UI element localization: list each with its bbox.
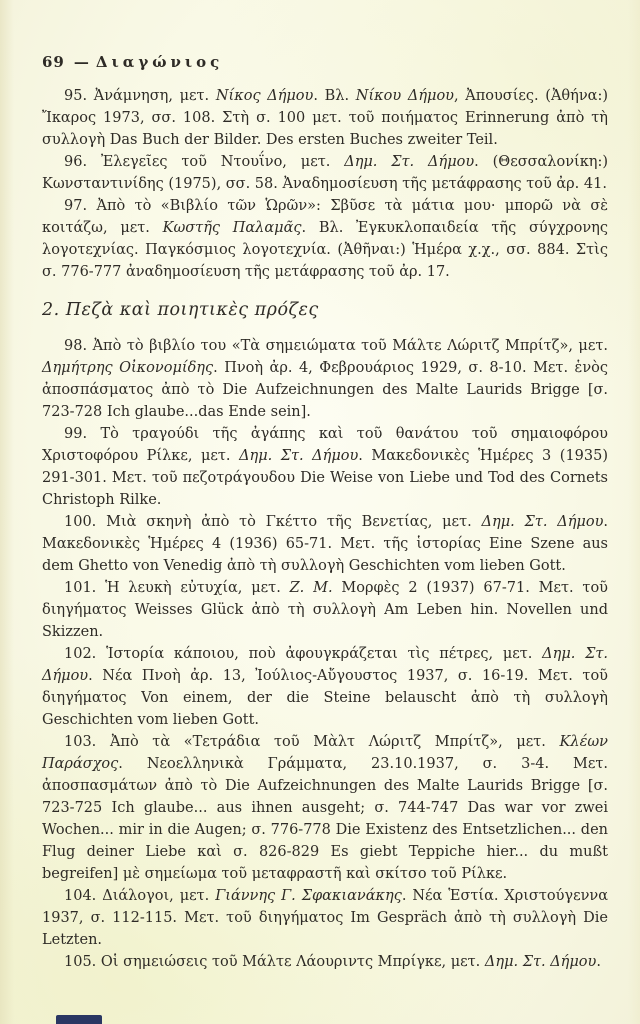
translator-name: Δημ. Στ. Δήμου	[344, 154, 475, 170]
bibliography-entry	[42, 85, 608, 151]
entry-text: Μορφὲς 2 (1937) 67-71. Μετ. τοῦ διηγήματος Weisses Glück ἀπὸ τὴ συλλογὴ Am Leben hin. Novellen und Skizzen.	[42, 580, 608, 640]
entry-text: Ἀπὸ τὸ «Βιβλίο τῶν Ὡρῶν»: Σβῦσε τὰ μάτια μου· μπορῶ νὰ σὲ κοιτάζω, μετ.	[42, 198, 608, 236]
section-heading: 2. Πεζὰ καὶ ποιητικὲς πρόζες	[42, 300, 319, 320]
translator-name: Ζ. Μ.	[289, 580, 333, 596]
entry-text: . (Θεσσαλονίκη:) Κωνσταντινίδης (1975), σσ. 58. Ἀναδημοσίευση τῆς μετάφρασης τοῦ ἀρ. 41.	[42, 154, 609, 192]
bibliography	[42, 85, 608, 973]
journal-title: Διαγώνιος	[95, 53, 224, 71]
entry-number: 103.	[64, 734, 110, 750]
entry-text: Ἡ λευκὴ εὐτυχία, μετ.	[105, 580, 290, 596]
entry-text: . Νεοελληνικὰ Γράμματα, 23.10.1937, σ. 3-4. Μετ. ἀποσπασμάτων ἀπὸ τὸ Die Aufzeichnungen des Malte Laurids Brigge [σ. 723-725 Ich glaube... aus ihnen ausgeht; σ. 744-747 Das war vor zwei Wochen... mir in die Augen; σ. 776-778 Die Existenz des Entsetzlichen... den Flug deiner Liebe καὶ σ. 826-829 Es giebt Teppiche hier... du mußt begreifen] μὲ σημείωμα τοῦ μεταφραστῆ καὶ σκίτσο τοῦ Ρίλκε.	[42, 756, 608, 882]
translator-name: Δημήτρης Οἰκονομίδης	[42, 360, 214, 376]
translator-name: Δημ. Στ. Δήμου	[484, 954, 597, 970]
entry-number: 98.	[64, 338, 93, 354]
entry-number: 96.	[64, 154, 101, 170]
entry-text: Ἀπὸ τὰ «Τετράδια τοῦ Μὰλτ Λώριτζ Μπρίτζ», μετ.	[109, 734, 560, 750]
bibliography-entry	[42, 951, 608, 973]
entry-text: Ἀνάμνηση, μετ.	[93, 88, 216, 104]
entry-number: 100.	[64, 514, 107, 530]
entry-number: 105.	[64, 954, 101, 970]
page-number: 69	[42, 53, 65, 71]
bibliography-entry	[42, 577, 608, 643]
entry-text: Ἀπὸ τὸ βιβλίο του «Τὰ σημειώματα τοῦ Μάλτε Λώριτζ Μπρίτζ», μετ.	[92, 338, 609, 354]
entry-text: . Πνοὴ ἀρ. 4, Φεβρουάριος 1929, σ. 8-10. Μετ. ἑνὸς ἀποσπάσματος ἀπὸ τὸ Die Aufzeichnungen des Malte Laurids Brigge [σ. 723-728 Ich glaube...das Ende sein].	[42, 360, 608, 420]
bibliography-entry	[42, 511, 608, 577]
bibliography-entry	[42, 885, 608, 951]
translator-name: Νίκος Δήμου	[215, 88, 314, 104]
entry-text: .	[596, 954, 601, 970]
bibliography-entry	[42, 151, 608, 195]
translator-name: Δημ. Στ. Δήμου	[42, 646, 608, 684]
entry-number: 95.	[64, 88, 94, 104]
entry-text: . Μακεδονικὲς Ἡμέρες 3 (1935) 291-301. Μετ. τοῦ πεζοτράγουδου Die Weise von Liebe und Tod des Cornets Christoph Rilke.	[42, 448, 609, 508]
entry-number: 101.	[64, 580, 106, 596]
bibliography-entries-prose	[42, 335, 608, 973]
translator-name: Κλέων Παράσχος	[42, 734, 608, 772]
entry-number: 102.	[64, 646, 107, 662]
translator-name: Νίκου Δήμου	[355, 88, 454, 104]
entry-number: 99.	[64, 426, 101, 442]
bibliography-entry	[42, 195, 608, 283]
translator-name: Δημ. Στ. Δήμου	[239, 448, 359, 464]
translator-name: Δημ. Στ. Δήμου	[481, 514, 604, 530]
entry-text: Τὸ τραγούδι τῆς ἀγάπης καὶ τοῦ θανάτου τοῦ σημαιοφόρου Χριστοφόρου Ρίλκε, μετ.	[42, 426, 608, 464]
translator-name: Γιάννης Γ. Σφακιανάκης	[215, 888, 402, 904]
entry-text: Οἱ σημειώσεις τοῦ Μάλτε Λάουριντς Μπρίγκε, μετ.	[100, 954, 485, 970]
bibliography-entry	[42, 731, 608, 885]
running-header	[42, 53, 223, 71]
entry-text: Μιὰ σκηνὴ ἀπὸ τὸ Γκέττο τῆς Βενετίας, μετ.	[106, 514, 482, 530]
bibliography-entry	[42, 335, 608, 423]
entry-text: Ἐλεγεῖες τοῦ Ντουΐνο, μετ.	[100, 154, 345, 170]
translator-name: Κωστῆς Παλαμᾶς	[162, 220, 302, 236]
header-dash: —	[73, 53, 89, 71]
entry-text: , Ἀπουσίες. (Ἀθήνα:) Ἴκαρος 1973, σσ. 108. Στὴ σ. 100 μετ. τοῦ ποιήματος Erinnerung ἀπὸ τὴ συλλογὴ Das Buch der Bilder. Des ersten Buches zweiter Teil.	[42, 88, 608, 148]
entry-text: . Νέα Ἑστία. Χριστούγεννα 1937, σ. 112-115. Μετ. τοῦ διηγήματος Im Gespräch ἀπὸ τὴ συλλογὴ Die Letzten.	[42, 888, 608, 948]
bibliography-entries-poems	[42, 85, 608, 283]
bibliography-entry	[42, 423, 608, 511]
entry-text: . Μακεδονικὲς Ἡμέρες 4 (1936) 65-71. Μετ. τῆς ἱστορίας Eine Szene aus dem Ghetto von Venedig ἀπὸ τὴ συλλογὴ Geschichten vom lieben Gott.	[42, 514, 608, 574]
entry-text: Ἱστορία κάποιου, ποὺ ἀφουγκράζεται τὶς πέτρες, μετ.	[106, 646, 543, 662]
bibliography-entry	[42, 643, 608, 731]
entry-text: Διάλογοι, μετ.	[102, 888, 216, 904]
entry-text: . Νέα Πνοὴ ἀρ. 13, Ἰούλιος-Αὔγουστος 1937, σ. 16-19. Μετ. τοῦ διηγήματος Von einem, der die Steine belauscht ἀπὸ τὴ συλλογὴ Geschichten vom lieben Gott.	[42, 668, 608, 728]
entry-text: . Βλ.	[313, 88, 356, 104]
entry-text: . Βλ. Ἐγκυκλοπαιδεία τῆς σύγχρονης λογοτεχνίας. Παγκόσμιος λογοτεχνία. (Ἀθῆναι:) Ἡμέρα χ.χ., σσ. 884. Στὶς σ. 776-777 ἀναδημοσίευση τῆς μετάφρασης τοῦ ἀρ. 17.	[42, 220, 608, 280]
entry-number: 97.	[64, 198, 97, 214]
scan-artifact	[56, 1015, 102, 1024]
entry-number: 104.	[64, 888, 103, 904]
